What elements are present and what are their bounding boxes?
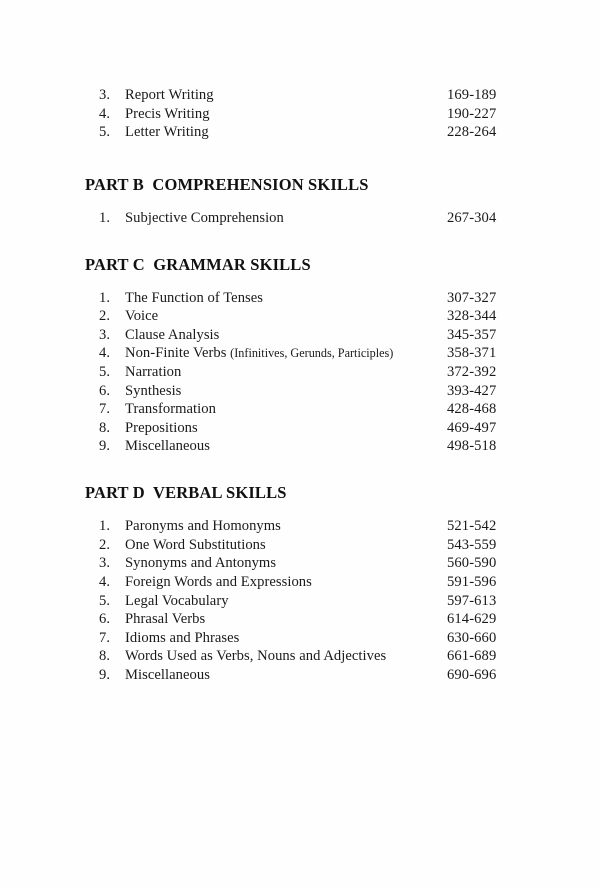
toc-entry[interactable] [85, 517, 515, 536]
toc-entry-title[interactable] [125, 573, 312, 592]
toc-entry-inner [85, 86, 515, 105]
toc-entry-inner [85, 647, 515, 666]
toc-entry-title-main: Synonyms and Antonyms [125, 555, 277, 572]
toc-entry-title[interactable] [125, 400, 216, 419]
toc-entry[interactable] [85, 400, 515, 419]
toc-entry-title-main: Clause Analysis [125, 326, 220, 343]
toc-entry-title[interactable] [125, 209, 284, 228]
toc-entry-page-range: 358-371 [447, 345, 497, 362]
toc-entry-number: 1. [99, 289, 110, 306]
toc-entry-title[interactable] [125, 363, 181, 382]
toc-entry-number: 1. [99, 209, 110, 226]
toc-entry-page-range: 345-357 [447, 326, 497, 343]
toc-entry-number: 2. [99, 308, 110, 325]
toc-entry[interactable] [85, 647, 515, 666]
toc-entry-title-main: Synthesis [125, 382, 182, 399]
toc-entry-page-range: 630-660 [447, 629, 497, 646]
toc-entry-inner [85, 382, 515, 401]
toc-entry-page-range: 190-227 [447, 105, 497, 122]
toc-entry-title[interactable] [125, 554, 276, 573]
toc-entry-title[interactable] [125, 437, 210, 456]
toc-entry-number: 1. [99, 518, 110, 535]
section-heading-part-c: PART C GRAMMAR SKILLS [85, 254, 311, 274]
toc-entry-page-range: 560-590 [447, 555, 497, 572]
toc-entry-inner [85, 363, 515, 382]
toc-entry[interactable] [85, 437, 515, 456]
heading-list-spacer [85, 274, 515, 289]
toc-entry-title-main: The Function of Tenses [125, 289, 264, 306]
toc-list-part-b [85, 209, 515, 228]
toc-entry-title-main: One Word Substitutions [125, 536, 266, 553]
toc-entry-title-main: Legal Vocabulary [125, 592, 229, 609]
toc-list-part-c [85, 289, 515, 456]
toc-entry-title-main: Miscellaneous [125, 438, 210, 455]
toc-entry-inner [85, 536, 515, 555]
toc-entry-title[interactable] [125, 382, 181, 401]
toc-entry-title-main: Paronyms and Homonyms [125, 518, 281, 535]
toc-entry-title-main: Subjective Comprehension [125, 209, 284, 226]
toc-entry-title[interactable] [125, 629, 239, 648]
toc-entry-page-range: 393-427 [447, 382, 497, 399]
toc-entry[interactable] [85, 592, 515, 611]
toc-entry[interactable] [85, 344, 515, 363]
toc-entry-inner [85, 573, 515, 592]
toc-entry-inner [85, 326, 515, 345]
toc-entry[interactable] [85, 554, 515, 573]
toc-entry-title[interactable] [125, 289, 263, 308]
toc-entry-number: 4. [99, 345, 110, 362]
toc-entry-title[interactable] [125, 647, 386, 666]
toc-entry-number: 5. [99, 124, 110, 141]
toc-entry-title[interactable] [125, 86, 214, 105]
toc-entry-page-range: 591-596 [447, 573, 497, 590]
toc-entry-title-main: Miscellaneous [125, 666, 210, 683]
toc-entry-inner [85, 307, 515, 326]
toc-entry-title-main: Narration [125, 364, 182, 381]
toc-entry[interactable] [85, 419, 515, 438]
toc-entry-number: 7. [99, 629, 110, 646]
toc-entry-number: 4. [99, 573, 110, 590]
section-heading-part-b: PART B COMPREHENSION SKILLS [85, 174, 369, 194]
toc-entry[interactable] [85, 326, 515, 345]
toc-entry[interactable] [85, 666, 515, 685]
toc-entry-inner [85, 289, 515, 308]
toc-entry-page-range: 228-264 [447, 124, 497, 141]
toc-entry-number: 9. [99, 438, 110, 455]
toc-entry[interactable] [85, 86, 515, 105]
toc-entry-title-main: Letter Writing [125, 124, 209, 141]
toc-entry-inner [85, 123, 515, 142]
section-spacer [85, 142, 515, 176]
toc-entry-title[interactable] [125, 326, 219, 345]
toc-entry-page-range: 543-559 [447, 536, 497, 553]
toc-entry-number: 3. [99, 555, 110, 572]
toc-entry-title-main: Precis Writing [125, 105, 210, 122]
toc-entry[interactable] [85, 307, 515, 326]
toc-entry-title-main: Foreign Words and Expressions [125, 573, 312, 590]
toc-entry[interactable] [85, 209, 515, 228]
toc-entry-title-main: Transformation [125, 401, 216, 418]
toc-entry-title[interactable] [125, 592, 229, 611]
toc-entry-title-main: Voice [125, 308, 159, 325]
toc-entry[interactable] [85, 289, 515, 308]
toc-entry-page-range: 372-392 [447, 364, 497, 381]
toc-entry-title[interactable] [125, 105, 210, 124]
toc-entry-number: 5. [99, 592, 110, 609]
toc-entry-inner [85, 517, 515, 536]
toc-entry-page-range: 267-304 [447, 209, 497, 226]
toc-entry-number: 7. [99, 401, 110, 418]
section-spacer [85, 228, 515, 256]
section-heading-part-d: PART D VERBAL SKILLS [85, 483, 287, 502]
toc-entry-page-range: 169-189 [447, 87, 497, 103]
heading-list-spacer [85, 502, 515, 517]
toc-entry-number: 8. [99, 419, 110, 436]
toc-entry-inner [85, 105, 515, 124]
toc-entry[interactable] [85, 382, 515, 401]
toc-entry-title[interactable] [125, 610, 205, 629]
section-spacer [85, 456, 515, 484]
toc-entry-inner [85, 437, 515, 456]
toc-entry-number: 6. [99, 382, 110, 399]
toc-entry-title[interactable] [125, 517, 281, 536]
toc-entry-number: 3. [99, 326, 110, 343]
toc-entry-inner [85, 666, 515, 685]
toc-entry-inner [85, 592, 515, 611]
toc-entry-title-main: Prepositions [125, 419, 198, 436]
toc-entry-page-range: 498-518 [447, 438, 497, 455]
toc-entry-title-main: Words Used as Verbs, Nouns and Adjectives [125, 648, 387, 665]
toc-entry-title[interactable] [125, 536, 266, 555]
toc-entry-title[interactable] [125, 307, 158, 326]
toc-entry[interactable] [85, 629, 515, 648]
toc-entry-inner [85, 419, 515, 438]
toc-entry-number: 4. [99, 105, 110, 122]
toc-entry-number: 8. [99, 648, 110, 665]
toc-entry-page-range: 690-696 [447, 666, 497, 683]
toc-entry-title-parenthetical: (Infinitives, Gerunds, Participles) [230, 346, 394, 361]
toc-entry[interactable] [85, 123, 515, 142]
toc-entry-title[interactable] [125, 123, 209, 142]
toc-entry-number: 9. [99, 666, 110, 683]
toc-entry-page-range: 614-629 [447, 611, 497, 628]
toc-entry-title[interactable] [125, 666, 210, 685]
toc-entry[interactable] [85, 363, 515, 382]
toc-entry[interactable] [85, 610, 515, 629]
toc-entry-inner [85, 344, 515, 363]
toc-entry-title-main: Idioms and Phrases [125, 629, 240, 646]
toc-entry-inner [85, 554, 515, 573]
table-of-contents [85, 86, 515, 684]
toc-entry-number: 5. [99, 364, 110, 381]
toc-entry-title-main: Phrasal Verbs [125, 611, 206, 628]
toc-entry[interactable] [85, 105, 515, 124]
toc-entry-number: 3. [99, 87, 110, 103]
toc-entry-title[interactable] [125, 419, 198, 438]
toc-list-continued-writing-skills [85, 86, 515, 142]
heading-list-spacer [85, 194, 515, 209]
toc-entry-title-main: Report Writing [125, 87, 214, 103]
toc-entry[interactable] [85, 573, 515, 592]
toc-entry-inner [85, 610, 515, 629]
toc-entry-title[interactable] [125, 344, 393, 363]
toc-entry-page-range: 307-327 [447, 289, 497, 306]
toc-entry-inner [85, 400, 515, 419]
toc-entry-page-range: 328-344 [447, 308, 497, 325]
toc-entry-title-main: Non-Finite Verbs [125, 345, 231, 362]
toc-entry-page-range: 521-542 [447, 518, 497, 535]
toc-entry-inner [85, 209, 515, 228]
toc-entry-page-range: 661-689 [447, 648, 497, 665]
toc-entry-page-range: 597-613 [447, 592, 497, 609]
toc-list-part-d [85, 517, 515, 684]
toc-entry-inner [85, 629, 515, 648]
toc-entry-number: 2. [99, 536, 110, 553]
toc-entry[interactable] [85, 536, 515, 555]
toc-entry-number: 6. [99, 611, 110, 628]
toc-entry-page-range: 469-497 [447, 419, 497, 436]
toc-entry-page-range: 428-468 [447, 401, 497, 418]
